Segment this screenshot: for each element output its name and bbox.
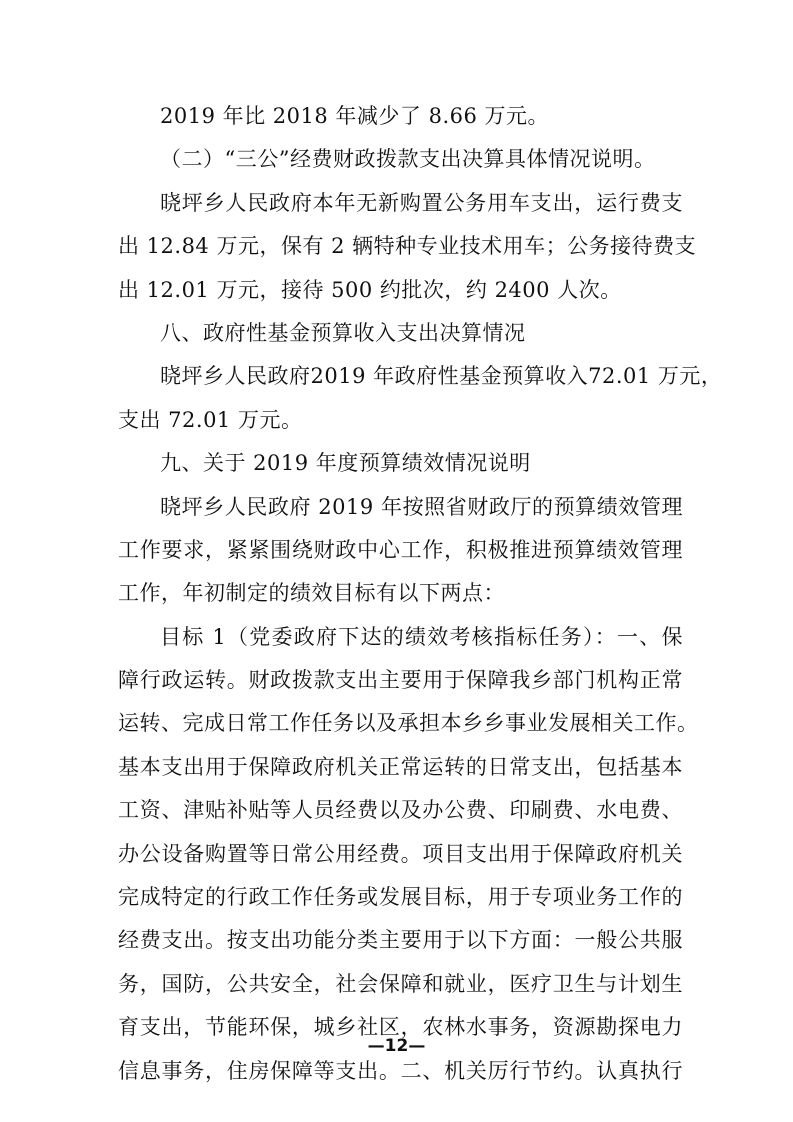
text-line: 办公设备购置等日常公用经费。项目支出用于保障政府机关 (118, 841, 683, 866)
text-line: 工作要求，紧紧围绕财政中心工作，积极推进预算绩效管理 (118, 537, 683, 562)
text-line: 工资、津贴补贴等人员经费以及办公费、印刷费、水电费、 (118, 798, 683, 823)
text-line: 2019 年比 2018 年减少了 8.66 万元。 (160, 104, 550, 128)
text-line: 信息事务，住房保障等支出。二、机关厉行节约。认真执行 (118, 1058, 683, 1083)
text-line: 八、政府性基金预算收入支出决算情况 (160, 320, 526, 345)
text-line: 运转、完成日常工作任务以及承担本乡乡事业发展相关工作。 (118, 711, 699, 736)
text-line: 出 12.01 万元，接待 500 约批次，约 2400 人次。 (118, 277, 622, 302)
text-line: 经费支出。按支出功能分类主要用于以下方面：一般公共服 (118, 928, 683, 953)
text-line: 基本支出用于保障政府机关正常运转的日常支出，包括基本 (118, 754, 683, 779)
text-line: 支出 72.01 万元。 (118, 407, 303, 432)
body-text (118, 95, 723, 1093)
text-line: 晓坪乡人民政府 2019 年按照省财政厅的预算绩效管理 (160, 494, 683, 519)
text-line: 目标 1（党委政府下达的绩效考核指标任务）：一、保 (160, 624, 683, 649)
page-number: —12— (367, 1036, 426, 1056)
text-line: 工作，年初制定的绩效目标有以下两点： (118, 581, 505, 606)
text-line: 完成特定的行政工作任务或发展目标，用于专项业务工作的 (118, 885, 683, 910)
text-line: 务，国防，公共安全，社会保障和就业，医疗卫生与计划生 (118, 971, 683, 996)
text-line: 障行政运转。财政拨款支出主要用于保障我乡部门机构正常 (118, 668, 683, 693)
text-line: 晓坪乡人民政府2019 年政府性基金预算收入72.01 万元， (160, 364, 723, 389)
text-line: 九、关于 2019 年度预算绩效情况说明 (160, 451, 531, 476)
text-line: 晓坪乡人民政府本年无新购置公务用车支出，运行费支 (160, 190, 683, 215)
text-line: 出 12.84 万元，保有 2 辆特种专业技术用车；公务接待费支 (118, 234, 697, 259)
text-line: 育支出，节能环保，城乡社区，农林水事务，资源勘探电力 (118, 1015, 683, 1040)
text-line: （二）“三公”经费财政拨款支出决算具体情况说明。 (160, 147, 656, 172)
